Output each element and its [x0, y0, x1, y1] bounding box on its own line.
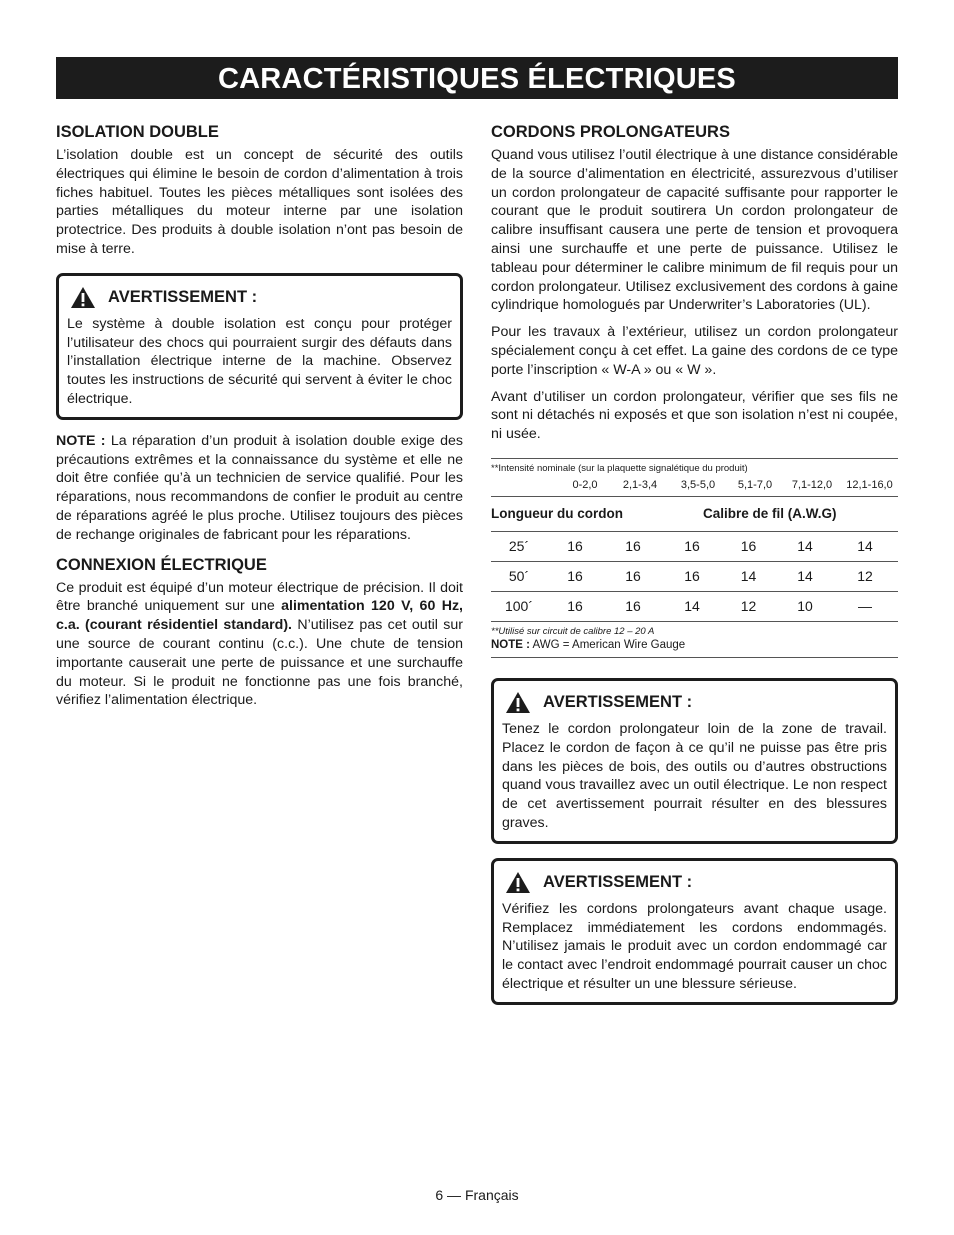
- connexion-heading: CONNEXION ÉLECTRIQUE: [56, 555, 267, 574]
- connexion-text-part1: Ce produit est équipé d’un moteur électrique de précision. Il doit être branché uniquement sur une: [56, 579, 463, 615]
- gauge-cell: 14: [684, 598, 700, 615]
- gauge-cell: 16: [740, 538, 757, 555]
- amperage-ranges: [491, 478, 898, 496]
- gauge-cell: 16: [567, 538, 583, 555]
- gauge-cell: 16: [567, 568, 583, 585]
- length-cell: 25´: [508, 538, 530, 555]
- gauge-cell: 14: [797, 538, 813, 555]
- warning-title: AVERTISSEMENT :: [543, 872, 693, 891]
- warning-triangle-icon: [70, 286, 96, 309]
- note-text: La réparation d’un produit à isolation double exige des précautions extrêmes et la connaissance du système et elle ne doit être confiée qu’à un technicien de service qualifié. Pour les réparations, nous recommandons de confier le produit au centre de réparations agréé le plus proche. Utilisez toujours des pièces de rechange originales de fabricant pour les réparations.: [56, 432, 464, 543]
- gauge-cell: 16: [625, 568, 641, 585]
- isolation-heading: ISOLATION DOUBLE: [56, 123, 219, 141]
- table-row: [491, 532, 898, 562]
- cordons-paragraph-1: Quand vous utilisez l’outil électrique à une distance considérable de la source d’alimentation en électricité, assurezvous d’utiliser un cordon prolongateur de capacité suffisante pour rapporter le courant que le produit soutirera Un cordon prolongateur de calibre insuffisant causera une perte de tension et provoquera ainsi une surchauffe et une perte de puissance. Utilisez le tableau pour déterminer le calibre minimum de fil requis pour un cordon prolongateur. Utilisez exclusivement des cordons à gaine cylindrique homologués par Underwriter’s Laboratories (UL).: [491, 147, 898, 314]
- connexion-text: [56, 579, 463, 711]
- note-label: NOTE :: [56, 432, 106, 449]
- gauge-cell: 14: [797, 568, 813, 585]
- gauge-cell: 16: [684, 538, 700, 555]
- length-cell: 50´: [508, 568, 530, 585]
- col-gauge-header: Calibre de fil (A.W.G): [703, 506, 837, 522]
- range-cell: 12,1-16,0: [846, 478, 893, 491]
- warning-title: AVERTISSEMENT :: [108, 287, 258, 306]
- left-column: [56, 122, 463, 710]
- cordons-paragraph-2: Pour les travaux à l’extérieur, utilisez un cordon prolongateur spécialement conçu à cet effet. La gaine des cordons de ce type porte l’inscription « W-A » ou « W ».: [491, 324, 898, 378]
- gauge-cell: 16: [567, 598, 583, 615]
- connexion-text-part2: N’utilisez pas cet outil sur une source de courant continu (c.c.). Une chute de tension importante causerait une perte de puissance et une surchauffe du moteur. Si le produit ne fonctionne pas une fois branché, vérifiez l’alimentation électrique.: [56, 617, 463, 709]
- cordons-paragraph-3: Avant d’utiliser un cordon prolongateur, vérifier que ses fils ne sont ni détachés ni exposés et que son isolation n’est ni coupée, ni usée.: [491, 388, 898, 443]
- right-column: [491, 122, 898, 1005]
- intensity-note: **Intensité nominale (sur la plaquette signalétique du produit): [491, 462, 748, 474]
- warning-triangle-icon: [505, 871, 531, 894]
- connexion-text-bold: alimentation 120 V, 60 Hz, c.a. (courant résidentiel standard).: [56, 598, 463, 634]
- table-note-text: AWG = American Wire Gauge: [529, 638, 686, 651]
- gauge-cell: 16: [625, 538, 641, 555]
- gauge-cell: 16: [684, 568, 700, 585]
- range-cell: 0-2,0: [572, 478, 598, 491]
- table-row: [491, 562, 898, 592]
- cordons-heading: CORDONS PROLONGATEURS: [491, 123, 730, 141]
- gauge-cell: 12: [740, 598, 757, 615]
- table-footnote: **Utilisé sur circuit de calibre 12 – 20 A: [491, 625, 655, 637]
- gauge-cell: 14: [740, 568, 757, 585]
- warning-box-extension-cord: [491, 678, 898, 844]
- table-note-label: NOTE :: [491, 638, 530, 651]
- gauge-cell: 14: [857, 538, 873, 555]
- warning-triangle-icon: [505, 691, 531, 714]
- page-title: CARACTÉRISTIQUES ÉLECTRIQUES: [56, 57, 898, 99]
- col-length-header: Longueur du cordon: [491, 506, 623, 522]
- table-note: [491, 638, 898, 658]
- table-header: [491, 496, 898, 532]
- warning-text: Vérifiez les cordons prolongateurs avant chaque usage. Remplacez immédiatement les cordons endommagés. N’utilisez jamais le produit avec un cordon endommagé car le contact avec l’endroit endommagé pourrait causer un choc électrique et résulter un une blessure sérieuse.: [502, 900, 887, 992]
- gauge-cell: 12: [857, 568, 873, 585]
- warning-box-isolation: [56, 273, 463, 420]
- isolation-text: L’isolation double est un concept de sécurité des outils électriques qui élimine le besoin de cordon d’alimentation à trois fiches habituel. Toutes les pièces métalliques sont isolées des parties métalliques du moteur interne par une isolation protectrice. Des produits à double isolation n’ont pas besoin de mise à terre.: [56, 147, 463, 257]
- gauge-cell: —: [858, 598, 872, 615]
- range-cell: 5,1-7,0: [737, 478, 773, 491]
- extension-cord-table: [491, 458, 898, 658]
- note-paragraph: [56, 432, 463, 545]
- range-cell: 7,1-12,0: [791, 478, 833, 491]
- warning-box-inspection: [491, 858, 898, 1005]
- warning-text: Tenez le cordon prolongateur loin de la zone de travail. Placez le cordon de façon à ce qu’il ne puisse pas être pris dans les pièces de bois, des outils ou d’autres obstructions quand vous travaillez avec un outil électrique. Le non respect de cet avertissement pourrait résulter en des blessures graves.: [502, 720, 887, 831]
- warning-title: AVERTISSEMENT :: [543, 692, 693, 711]
- gauge-cell: 10: [797, 598, 813, 615]
- length-cell: 100´: [504, 598, 534, 615]
- table-row: [491, 592, 898, 622]
- range-cell: 2,1-3,4: [622, 478, 658, 491]
- warning-text: Le système à double isolation est conçu pour protéger l’utilisateur des chocs qui pourraient surgir des défauts dans l’installation électrique interne de la machine. Observez toutes les instructions de sécurité qui servent à éviter le choc électrique.: [67, 315, 452, 407]
- range-cell: 3,5-5,0: [680, 478, 716, 491]
- gauge-cell: 16: [625, 598, 641, 615]
- page-number: 6 — Français: [435, 1187, 519, 1203]
